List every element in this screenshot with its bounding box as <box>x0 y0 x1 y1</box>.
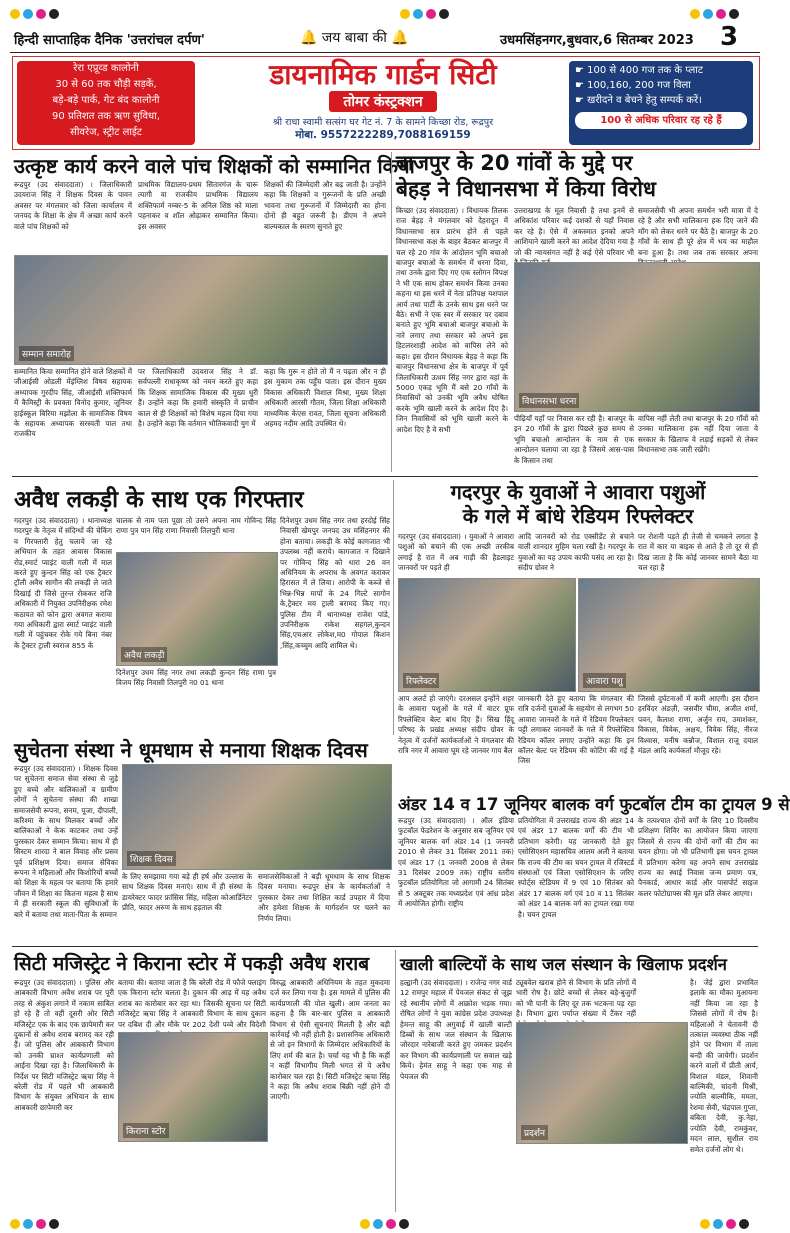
bajpur-col-1: किच्छा (उद संवाददाता) । विधायक तिलक राज बेहड़ ने मंगलवार को देहरादून में विधानसभा सत्र प्रारंभ होने से पहले विधानसभा कक्ष के बाहर बैठकर बाजपुर में चल रहे 20 गांव के आंदोलन भूमि बचाओ बाजपुर बचाओ के समर्थन में धरना दिया, तथा उनके द्वारा दिए गए एक स्लोगन विपक्ष ने भी एक साथ होकर समर्थन किया उनका कहना था इस धरने में नेता प्रतिपक्ष यशपाल आर्य तथा पार्टी के उनके साथ इस धरने पर बैठे। सभी ने एक स्वर में सरकार पर दबाव बनाते हुए भूमि बचाओ बाजपुर बचाओ के नारे लगाए तथा सरकार को अपने इस हिटलरशाही आदेश को वापिस लेने को कहा। इस दौरान विधायक बेहड़ ने कहा कि बाजपुर विधानसभा क्षेत्र के बाजपुर में पूर्व जिलाधिकारी ऊधम सिंह नगर द्वारा वहां के 5000 एकड़ भूमि मैं बसे 20 गाँवों के निवासियों को उनकी भूमि अवैध घोषित करके भूमि खाली करने के आदेश दिए है। जिन निवासियों को भूमि खाली करने के आदेश दिए है वे सभी <box>396 206 508 434</box>
photo-label: विधानसभा धरना <box>519 393 579 408</box>
ad-line: 90 प्रतिशत तक ऋण सुविधा, <box>52 111 160 122</box>
ad-bullet-text: खरीदने व बेचने हेतु सम्पर्क करें। <box>587 95 702 106</box>
cyan-dot <box>703 9 713 19</box>
gadarpur-col-3: पर रोशनी पड़ते ही तेजी से चमकने लगता है रात में कार या बाइक से आते है तो दूर से ही दिख जाता है कि कोई जानवर सामने बैठा या चल रहा है <box>638 532 758 573</box>
suchetna-col-2: के लिए समझाया गया बड़े ही हर्ष और उल्लास के साथ शिक्षक दिवस मनाएं। साथ में ही संस्था के डायरेक्टर फादर फ्रांसिस सिंह, महिला कोआर्डिनेटर प्रीति, फादर अरुण के साथ हड़ताल की <box>122 872 252 913</box>
photo-label: अवैध लकड़ी <box>121 647 167 662</box>
bell-icon: 🔔 <box>300 30 318 46</box>
magenta-dot <box>726 1219 736 1229</box>
bajpur-col-3: समाजसेवी भी अपना समर्थन भरी मात्रा में दे रहे है और सभी मालिकाना हक दिए जाने की माँग को लेकर धरने पर बैठे है। बाजपुर के 20 गाँवों के साथ ही पूरे क्षेत्र में भय का माहौल बना हुआ है। तथा जब तक सरकार अपना <box>638 206 758 257</box>
wood-col-2: चालक से नाम पता पूछा तो उसने अपना नाम गोविन्द सिंह राणा पुत्र पान सिंह राणा निवासी तिलपुरी थाना <box>116 516 276 536</box>
ad-line: सीवरेज, स्ट्रीट लाईट <box>70 127 142 138</box>
magenta-dot <box>36 1219 46 1229</box>
water-col-1: हल्द्वानी (उद संवाददाता) । राजेन्द्र नगर वार्ड 12 रामपुर महाल में पेयजल संकट से जूझ रहे स्थानीय लोगों में आक्रोश भड़क गया। रोषित लोगों ने युवा कांग्रेस प्रदेश उपाध्यक्ष हेमन्त साहू की अगुवाई में खाली बाल्टी डिब्बों के साथ जल संस्थान के खिलाफ जोरदार नारेबाजी करते हुए जमकर प्रदर्शन कर विभाग की कार्यप्रणाली पर सवाल खड़े किये। हेमंत साहू ने कहा एक माह से पेयजल की <box>400 978 512 1081</box>
cyan-dot <box>413 9 423 19</box>
hand-icon: ☛ <box>575 65 584 76</box>
gadarpur-photo-left <box>398 578 576 692</box>
yellow-dot <box>700 1219 710 1229</box>
headline-water: खाली बाल्टियों के साथ जल संस्थान के खिलाफ प्रदर्शन <box>400 955 727 974</box>
football-col-1: रूद्रपुर (उद संवाददाता) । ऑल इंडिया फुटबॉल फेडरेशन के अनुसार सब जूनियर एवं जूनियर बालक वर्ग अंडर 14 (1 जनवरी 2010 से लेकर 31 दिसंबर 2011 तक) एवं अंडर 17 (1 जनवरी 2008 से लेकर 31 दिसंबर 2009 तक) राष्ट्रीय स्तरीय फुटबॉल प्रतियोगिता जो आगामी 24 सितंबर से 5 अक्टूबर तक मध्यप्रदेश एवं आंध्र प्रदेश में आयोजित होगी। राष्ट्रीय <box>398 816 514 909</box>
photo-label: किराना स्टोर <box>123 1123 169 1138</box>
ad-phone: मोबा. 9557222289,7088169159 <box>295 129 471 141</box>
headline-suchetna: सुचेतना संस्था ने धूमधाम से मनाया शिक्षक दिवस <box>14 738 368 762</box>
yellow-dot <box>400 9 410 19</box>
teachers-col-2: प्राथमिक विद्यालय-प्रथम सितारगंज के चारू त्यागी वा राजकीय प्राथमिक विद्यालय शक्तिफार्म नम्बर-5 के अनिल शिष्ठ को माला पहनाकर व शॉल ओढ़ाकर सम्मानित किया। इस अवसर <box>138 180 258 231</box>
headline-football: अंडर 14 व 17 जूनियर बालक वर्ग फुटबॉल टीम का ट्रायल 9 से <box>398 795 790 814</box>
ad-bullet <box>575 78 753 93</box>
water-col-2: ट्यूबवेल खराब होने से विभाग के प्रति लोगों में भारी रोष है। छोटे बच्चों से लेकर बड़े-बुजुर्गों को भी पानी के लिए दूर तक भटकना पड़ रहा है। विभाग द्वारा पर्याप्त संख्या में टैंकर नहीं <box>516 978 636 1019</box>
magenta-dot <box>36 9 46 19</box>
water-photo <box>516 1022 688 1144</box>
ad-bullet-text: 100 से 400 गज तक के प्लाट <box>587 65 703 76</box>
motto-row <box>300 28 409 47</box>
black-dot <box>49 9 59 19</box>
teachers-col-3b: कहा कि गुरू न होते तो मैं न पढ़ता और न ही इस मुकाम तक पहुँच पाता। इस दौरान मुख्य विकास अधिकारी विशाल मिश्रा, मुख्य शिक्षा अधिकारी आरसी गौतम, जिला शिक्षा अधिकारी माध्यमिक केएस रावत, जिला सूचना अधिकारी अहमद नदीम आदि उपस्थित थे। <box>264 367 386 429</box>
suchetna-photo <box>122 764 392 870</box>
column-divider <box>391 152 392 472</box>
black-dot <box>729 9 739 19</box>
yellow-dot <box>360 1219 370 1229</box>
ad-line: 30 से 60 तक चौड़ी सड़कें, <box>55 79 157 90</box>
photo-label: प्रदर्शन <box>521 1125 548 1140</box>
photo-label: सम्मान समारोह <box>19 346 74 361</box>
ad-bullet <box>575 93 753 108</box>
yellow-dot <box>10 1219 20 1229</box>
teachers-col-2b: पर जिलाधिकारी उदयराज सिंह ने डॉ. सर्वपल्ली राधाकृष्ण को नमन करते हुए कहा कि शिक्षक सामाजिक विकास की मुख्य धुरी हैं। उन्होंने कहा कि हमारी संस्कृति में प्राचीन काल से ही शिक्षकों को विशेष महत्व दिया गया है। उन्होंने कहा कि वर्तमान भौतिकवादी युग में <box>138 367 258 429</box>
headline-kirana: सिटी मजिस्ट्रेट ने किराना स्टोर में पकड़ी अवैध शराब <box>14 953 370 975</box>
teachers-col-3: शिक्षकों की जिम्मेदारी और बढ़ जाती है। उन्होंने कहा कि शिक्षकों व गुरूजनों के प्रति अच्छी भावना तथा गुरूजनों में जिम्मेदारी का होना दोनो ही बहुत जरूरी है। डीएम ने अपने बाल्यकाल के स्मरण सुनाते हुए <box>264 180 386 231</box>
yellow-dot <box>10 9 20 19</box>
headline-gadarpur-line2: के गले में बांधे रेडियम रिफ्लेक्टर <box>462 504 694 528</box>
magenta-dot <box>426 9 436 19</box>
color-dots-center <box>400 4 452 23</box>
color-dots-right <box>690 4 742 23</box>
ad-left-panel <box>17 61 195 145</box>
gadarpur-col-3b: जिससे दुर्घटनाओं में कमी आएगी। इस दौरान हरविंदर अंडज़ी, जसवीर चीमा, अजीत शर्मा, पवन, कैलाश राणा, अर्जुन राय, उमाशंकर, विकास, विवेक, अक्षय, विवेक सिंह, नीरज विश्वास, मनीष कन्नौज, विशाल राजू दयाल मंडल आदि कार्यकर्ता मौजूद रहे। <box>638 694 758 756</box>
teachers-col-1b: सम्मानित किया सम्मानित होने वाले शिक्षकों में जीआईसी ओडली मेंइंग्लिश विषय सहायक अध्यापक गुरदीप सिंह, जीआईसी शक्तिफार्म में कैमिस्ट्री के प्रवक्ता विनोद कुमार, जूनियर हाईस्कूल बिरिया मझोला के सामाजिक विषय के सहायक अध्यापक सरस्वती पाल तथा राजकीय <box>14 367 132 439</box>
wood-col-2b: दिनेशपुर उधम सिंह नगर तथा लकड़ी कुन्दन सिंह राणा पुत्र विजय सिंह निवासी तिलपुरी न0 01 थाना <box>116 668 276 688</box>
bajpur-photo <box>514 262 760 412</box>
football-col-3: के तत्पश्चात दोनों वर्गों के लिए 10 दिवसीय प्रशिक्षण शिविर का आयोजन किया जाएगा जिसमें से राज्य की दोनों वर्गों की टीम का चयन होगा। जो भी प्रतिभागी इस चयन ट्रायल में प्रतिभाग करेगा वह अपने साथ उत्तराखंड राज्य का स्थाई निवास जन्म प्रमाण पत्र, पैनकार्ड, आधार कार्ड और पासपोर्ट साइज कलर फोटोग्राफ्स की मूल प्रति लेकर आएगा। <box>638 816 758 898</box>
motto: जय बाबा की <box>321 30 387 46</box>
headline-bajpur-line2: बेहड़ ने विधानसभा में किया विरोध <box>396 177 656 201</box>
headline-wood: अवैध लकड़ी के साथ एक गिरफ्तार <box>14 487 304 513</box>
kirana-col-3: विरुद्ध आबकारी अधिनियम के तहत मुकदमा दर्ज कर लिया गया है। इस मामले में पुलिस की कार्यप्रणाली की पोल खुली। आम जनता का कहना है कि बार-बार पुलिस व आबकारी विभाग से ऐसी सूचनाएं मिलती है और बड़ी कार्रवाई भी नहीं होती है। प्रशासनिक अधिकारी से जो इन विभागों के जिम्मेदार अधिकारियों के लिए शर्म की बात है। चर्चा यह भी है कि कहीं न कहीं विभागीय मिली भगत से ये अवैध कारोबार चल रहा है। सिटी मजिस्ट्रेट ऋचा सिंह ने कहा कि अवैध शराब बिक्री नहीं होने दी जाएगी। <box>270 978 390 1102</box>
ad-right-panel <box>569 61 753 145</box>
ad-title: डायनामिक गार्डन सिटी <box>269 58 497 91</box>
ad-line: बड़े-बड़े पार्क, गेट बंद कालोनी <box>52 95 160 106</box>
bajpur-col-2: उत्तराखण्ड के मूल निवासी है तथा इनमें से अधिकांश परिवार कई दशकों से यहाँ निवास कर रहे है। ऐसे में अकस्मात इनको अपने आशियाने खाली करने का आदेश देदिया गया है जो की न्यायसंगत नहीं है कई ऐसे परिवार भी <box>514 206 634 257</box>
headline-bajpur <box>396 150 758 202</box>
black-dot <box>739 1219 749 1229</box>
magenta-dot <box>386 1219 396 1229</box>
paper-name: हिन्दी साप्ताहिक दैनिक 'उत्तरांचल दर्पण' <box>14 33 205 48</box>
header-rule <box>10 52 760 53</box>
advertisement <box>12 56 760 150</box>
section-rule <box>12 946 758 947</box>
wood-col-1: गदरपुर (उद संवाददाता) । थानाध्यक्ष गदरपुर के नेतृत्व में संदिग्धों की चेकिंग व गिरफ्तारी हेतु चलाये जा रहे अभियान के तहत आवास विकास रोड,स्मार्ट प्वाइंट वाली गली में माल करते हुए कुन्दन सिंह को एक ट्रैक्टर ट्रॉली अवैध सागौन की लकड़ी ले जाते दिखाई दी जिसे तुरन्त रोककर राजि अधिकारी में नियुक्त उपनिरीक्षक रमेश कठायत को फोन द्वारा अवगत कराया गया अधिकारी द्वारा स्मार्ट प्वाइंट वाली गली में पहुंचकर रोके गये बिना नंबर के ट्रैक्टर ट्राली स्वराज 855 के <box>14 516 112 650</box>
bajpur-col-3b: वापिस नहीं लेती तथा बाजपुर के 20 गाँवों को उनका मालिकाना हक नहीं दिया जाता वे सरकार के खिलाफ वे लड़ाई सड़कों से लेकर विधानसभा तक जारी रखेंगे। <box>638 414 758 455</box>
football-col-2: प्रतियोगिता में उत्तराखंड राज्य की अंडर 14 एवं अंडर 17 बालक वर्गों की टीम भी प्रतिभाग करेगी। यह जानकारी देते हुए एसोसिएशन महासचिव आलम अली ने बताया कि राज्य की टीम का चयन ट्रायल में रजिस्टर्ड संस्थाओं एवं जिला एसोसिएशन के जरिए स्पोर्ट्स स्टेडियम में 9 एवं 10 सितंबर को अंडर 17 बालक वर्ग एवं 10 व 11 सितंबर को अंडर 14 बालक वर्ग का ट्रायल रखा गया है। चयन ट्रायल <box>518 816 634 919</box>
yellow-dot <box>690 9 700 19</box>
black-dot <box>399 1219 409 1229</box>
headline-gadarpur-line1: गदरपुर के युवाओं ने आवारा पशुओं <box>450 480 706 504</box>
kirana-col-1: रूद्रपुर (उद संवाददाता) । पुलिस और आबकारी विभाग अवैध शराब पर पूरी तरह से अंकुश लगाने में नकाम साबित हो रहे हैं तो वहीं दूसरी ओर सिटी मजिस्ट्रेट एक के बाद एक छापेमारी कर दुकानों से अवैध शराब बरामद कर रही हैं। जो पुलिस और आबकारी विभाग को उनकी घ्राश्त कार्यप्रणाली को आईना दिखा रहा है। जिलाधिकारी के निर्देश पर सिटी मजिस्ट्रेट ऋचा सिंह ने बरेली रोड में पहले भी आबकारी विभाग के संयुक्त अभियान के साथ आबकारी छापेमारी कर <box>14 978 114 1112</box>
teachers-photo <box>14 255 388 365</box>
place-date: उधमसिंहनगर,बुधवार,6 सितम्बर 2023 <box>500 33 694 48</box>
bajpur-col-2b: पीढ़ियाँ यहाँ पर निवास कर रही है। बाजपुर के इन 20 गाँवों के द्वारा पिछले कुछ समय से भूमि बचाओ आन्दोलन के नाम से एक आन्दोलन चलाया जा रहा है जिसमे आस-पास के किसान तथा <box>514 414 634 465</box>
headline-teachers: उत्कृष्ट कार्य करने वाले पांच शिक्षकों को सम्मानित किया <box>14 154 415 178</box>
cyan-dot <box>23 9 33 19</box>
section-rule <box>12 476 758 477</box>
ad-subtitle: तोमर कंस्ट्रक्शन <box>329 91 436 112</box>
gadarpur-col-1b: आप अलर्ट हो जाएंगे। दरअसल इन्होंने शहर के आवारा पशुओं के गले में वाटर प्रूफ रिफ्लेक्टिव बेल्ट बांध दिए हैं। सिख हिंदू परिषद के प्रखंड अध्यक्ष संदीप ग्रोवर के नेतृत्व में दर्जनों कार्यकर्ताओं ने मंगलवार की रात्रि नगर में आवारा घूम रहे जानवर गाय बैल <box>398 694 514 756</box>
magenta-dot <box>716 9 726 19</box>
headline-bajpur-line1: बाजपुर के 20 गांवों के मुद्दे पर <box>396 151 633 175</box>
column-divider <box>393 480 394 735</box>
ad-line: रेरा एप्रूव्ड कालोनी <box>73 63 139 74</box>
water-col-2b <box>516 1146 686 1212</box>
suchetna-col-1: रूद्रपुर (उद संवाददाता) । शिक्षक दिवस पर सुचेतना समाज सेवा संस्था से जुड़े हुए बच्चे और बालिकाओं व ग्रामीण लोगों ने सुचेतना संस्था की शाखा समाजसेवी रूपना, सनम, पूजा, दीपाली, करिश्मा के साथ मिलकर बच्चों और बालिकाओं ने केक काटकर तथा उन्हें पुरस्कार देकर सम्मान किया। साथ में ही सिस्टम शारदा ने बाल विवाह और प्रसव पूर्व प्रशिक्षण दिया। समाज सेविका रूपना ने महिलाओं और किशोरियों बच्चों को शिक्षा के महत्व पर बताया कि हमारे जीवन में शिक्षा का कितना महत्व है साथ में ही सरकारी स्कूल की सुविधाओं के बारे में बताया तथा माता-पिता के सम्मान <box>14 764 118 919</box>
ad-address: श्री राधा स्वामी सत्संग घर गेट नं. 7 के सामने किच्छा रोड, रूद्रपुर <box>272 117 494 128</box>
wood-photo <box>116 552 278 666</box>
wood-col-3: दिनेशपुर उधम सिंह नगर तथा हरदोई सिंह निवासी खेमपुर जनपद उध मसिंहनगर की होना बताया। लकड़ी के कोई कागजात भी उपलब्ध नहीं कराये। कागजात न दिखाने पर गोविन्द सिंह को धारा 26 वन अधिनियम के अपराध के अवगत कराकर हिरासत में ले लिया। आरोपी के कब्जे से भिन्न-भिन्न मापों के 24 गिल्टे सागोन के,ट्रैक्टर मय ट्राली बरामद किए गए। पुलिस टीम में थानाध्यक्ष राजेश पांडे, उपनिरीक्षक राकेश सहगल,कुन्दन सिंह,एचआर लोकेश,म0 गोपाल किशन ,सिंह,कच्चुम आदि शामिल थे। <box>280 516 390 650</box>
gadarpur-photo-right <box>578 578 760 692</box>
color-dots-bottom-center <box>360 1214 412 1233</box>
water-col-3: है। जेई द्वारा प्रभावित इलाके का मौका मुआयना नहीं किया जा रहा है जिससे लोगों में रोष है। महिलाओं ने चेतावनी दी तत्काल व्यवस्था ठीक नहीं होने पर विभाग में ताला बन्दी की जायेगी। प्रदर्शन करने वालों में प्रीती आर्य, विशाल मंडल, शिवानी बाल्मिकी, चांदनी मिश्री, ज्योति बाल्मीकि, ममता, रेशमा सेवी, चंद्रपाल गुप्ता, बबिता देवी, कु.नेहा, ज्योति देवी, रामकुंवर, मदन लाल, सुशील राय समेत दर्जनों लोग थे। <box>690 978 758 1154</box>
black-dot <box>49 1219 59 1229</box>
photo-label: शिक्षक दिवस <box>127 851 176 866</box>
cyan-dot <box>23 1219 33 1229</box>
ad-bullet-text: 100,160, 200 गज विला <box>587 80 691 91</box>
cyan-dot <box>713 1219 723 1229</box>
cyan-dot <box>373 1219 383 1229</box>
gadarpur-col-2b: जानकारी देते हुए बताया कि मंगलवार की रात्रि दर्जनों युवाओं के सहयोग से लगभग 50 आवारा जानवरों के गले में रेडियम रिफ्लेक्टर पट्टी लगाकर जानवरों के गले में रिफ्लेक्टिव रेडियम कॉलर लगाए उन्होंने कहा कि इन कॉलर बेल्ट पर रेडियम की कोटिंग की गई है जिस <box>518 694 634 766</box>
teachers-col-1: रूद्रपुर (उद संवाददाता) । जिलाधिकारी उदयराज सिंह ने शिक्षक दिवस के पावन अवसर पर मंगलवार को जिला कार्यालय में जनपद के शिक्षा के क्षेत्र में अच्छा कार्य करने वाले पांच शिक्षकों को <box>14 180 132 231</box>
bell-icon: 🔔 <box>391 30 409 46</box>
black-dot <box>439 9 449 19</box>
page-number: 3 <box>720 22 739 52</box>
color-dots-bottom-left <box>10 1214 62 1233</box>
color-dots-bottom-right <box>700 1214 752 1233</box>
gadarpur-col-1: गदरपुर (उद संवाददाता) । युवाओं ने आवारा पशुओं को बचाने की एक अच्छी तरकीब लगाई है रात में अब गाड़ी की हैडलाइट जानवरों पर पड़ते ही <box>398 532 514 573</box>
ad-badge: 100 से अधिक परिवार रह रहे हैं <box>575 112 747 129</box>
hand-icon: ☛ <box>575 95 584 106</box>
photo-label: रिफ्लेक्टर <box>403 673 439 688</box>
hand-icon: ☛ <box>575 80 584 91</box>
ad-bullet <box>575 63 753 78</box>
column-divider <box>395 950 396 1212</box>
kirana-col-2: बताया की। बताया जाता है कि बरेली रोड में फौजे फ्लाइंग एक किराना स्टोर चलता है। दुकान की आड़ में यह अवैध शराब का कारोबार कर रहा था। जिसकी सूचना पर सिटी मजिस्ट्रेट ऋचा सिंह ने आबकारी विभाग के साथ दुकान पर दबिश दी और मौके पर 202 देशी पव्वे और विदेशी <box>118 978 266 1029</box>
gadarpur-col-2: आदि जानवरों को रोड एक्सीडेंट से बचाने वाली शानदार मुहिम चला रखी है। गदरपुर के युवाओं का यह उपाय काफी पसंद आ रहा है। संदीप ग्रोवर ने <box>518 532 634 573</box>
color-dots-left <box>10 4 62 23</box>
kirana-photo <box>118 1032 268 1142</box>
suchetna-col-3: समाजसेविकाओं ने बड़ी धूमधाम के साथ शिक्षक दिवस मनाया। रूद्रपुर क्षेत्र के कार्यकर्ताओं ने पुरस्कार देकर तथा शिक्षित कार्ड उपहार में दिया और हमेशा शिक्षक के मार्गदर्शन पर चलने का निर्णय लिया। <box>258 872 390 923</box>
ad-center <box>203 59 563 142</box>
photo-label: आवारा पशु <box>583 673 626 688</box>
headline-gadarpur <box>398 480 758 528</box>
